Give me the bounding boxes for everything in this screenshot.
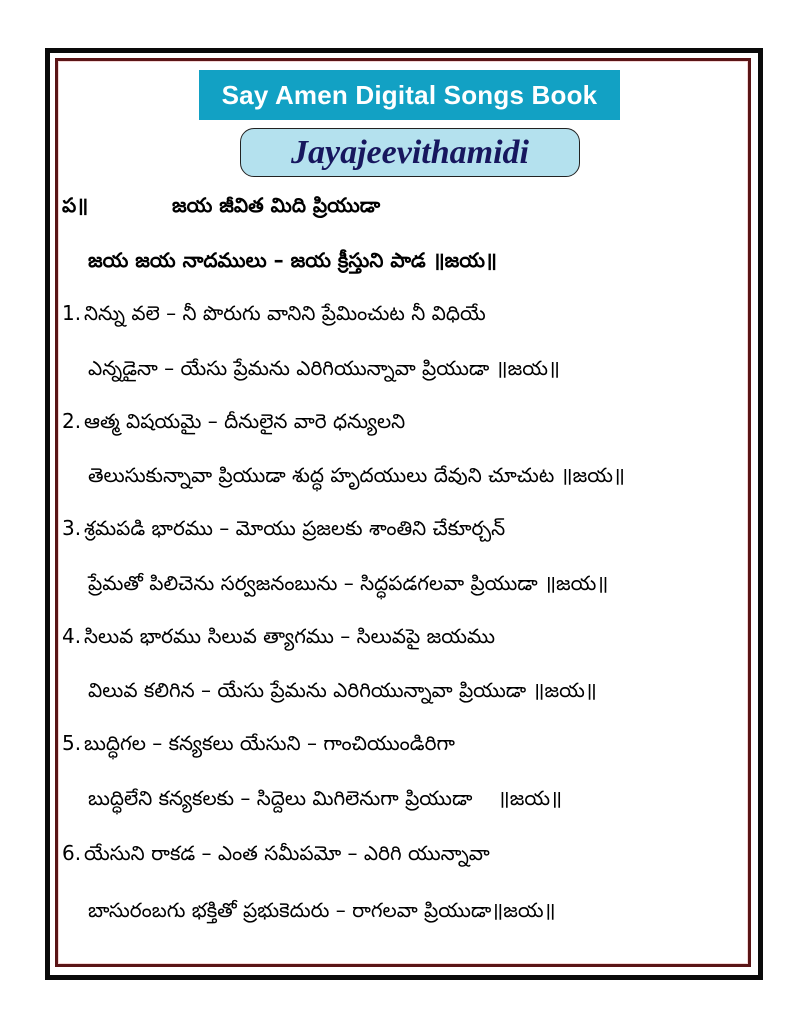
stanza-2-line-1 [62,407,405,435]
stanza-number: 5. [62,731,82,755]
stanza-number: 3. [62,516,82,540]
pallavi-line-1: జయ జీవిత మిది ప్రియుడా [172,193,381,217]
stanza-number: 2. [62,409,82,433]
stanza-text: ఆత్మ విషయమై – దీనులైన వారె ధన్యులని [84,409,406,433]
stanza-6-line-2: బాసురంబగు భక్తితో ప్రభుకెదురు – రాగలవా ప్రియుడా॥జయ॥ [88,898,556,922]
stanza-3-line-1 [62,514,505,542]
stanza-1-line-2: ఎన్నడైనా – యేసు ప్రేమను ఎరిగియున్నావా ప్రియుడా ॥జయ॥ [88,356,560,380]
stanza-1-line-1 [62,299,486,327]
song-title: Jayajeevithamidi [291,133,529,171]
stanza-2-line-2: తెలుసుకున్నావా ప్రియుడా శుద్ధ హృదయులు దేవుని చూచుట ॥జయ॥ [88,463,625,487]
stanza-4-line-2: విలువ కలిగిన – యేసు ప్రేమను ఎరిగియున్నావా ప్రియుడా ॥జయ॥ [88,678,597,702]
stanza-text: సిలువ భారము సిలువ త్యాగము – సిలువపై జయము [84,624,496,648]
stanza-5-line-2: బుద్ధిలేని కన్యకలకు – సిద్దెలు మిగిలెనుగా ప్రియుడా ॥జయ॥ [88,786,563,810]
pallavi-label: ప॥ [62,193,89,217]
stanza-3-line-2: ప్రేమతో పిలిచెను సర్వజనంబును – సిద్ధపడగలవా ప్రియుడా ॥జయ॥ [88,571,609,595]
stanza-text: శ్రమపడి భారము – మోయు ప్రజలకు శాంతిని చేకూర్చన్ [84,516,506,540]
stanza-text: నిన్ను వలె – నీ పొరుగు వానిని ప్రేమించుట నీ విధియే [84,301,486,325]
stanza-number: 6. [62,841,82,865]
stanza-4-line-1 [62,622,495,650]
book-banner-text: Say Amen Digital Songs Book [221,79,598,110]
pallavi-line-2: జయ జయ నాదములు – జయ క్రీస్తుని పాడ ॥జయ॥ [88,248,497,272]
book-banner [199,70,620,120]
inner-page-border [55,58,751,967]
stanza-6-line-1 [62,839,490,867]
song-title-box [240,128,580,177]
stanza-text: యేసుని రాకడ – ఎంత సమీపమో – ఎరిగి యున్నావా [84,841,490,865]
stanza-text: బుద్ధిగల – కన్యకలు యేసుని – గాంచియుండిరిగా [84,731,455,755]
stanza-number: 1. [62,301,82,325]
stanza-5-line-1 [62,729,455,757]
stanza-number: 4. [62,624,82,648]
